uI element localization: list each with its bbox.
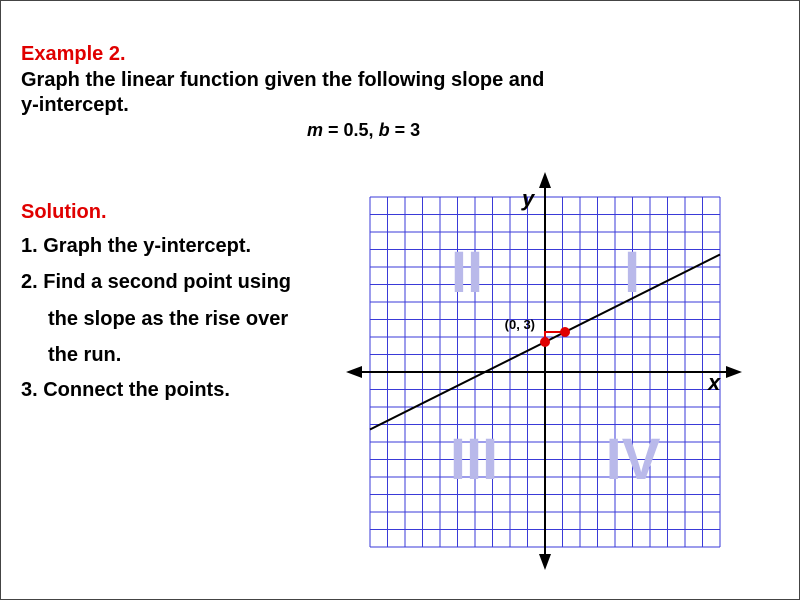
y-intercept-point: [540, 337, 550, 347]
slope-value: = 0.5,: [323, 120, 379, 140]
y-axis-bottom-arrow: [539, 554, 551, 570]
x-axis-left-arrow: [346, 366, 362, 378]
step-1: 1. Graph the y-intercept.: [21, 235, 252, 257]
quadrant-label-i: I: [623, 240, 641, 305]
y-axis-label: y: [522, 186, 535, 211]
y-axis-top-arrow: [539, 172, 551, 188]
x-axis-label: x: [708, 370, 721, 395]
step-2-line-2: the slope as the rise over: [48, 308, 289, 330]
example-title: Example 2.: [21, 43, 126, 65]
solution-title: Solution.: [21, 201, 107, 223]
quadrant-label-iv: IV: [605, 427, 661, 492]
x-axis-right-arrow: [726, 366, 742, 378]
quadrant-label-ii: II: [450, 240, 484, 305]
second-point: [560, 327, 570, 337]
slope-symbol: m: [307, 120, 324, 140]
problem-statement-line-1: Graph the linear function given the following slope and: [21, 69, 545, 91]
quadrant-label-iii: III: [449, 427, 499, 492]
problem-statement-line-2: y-intercept.: [21, 94, 129, 116]
y-intercept-label: (0, 3): [504, 317, 535, 332]
step-2-line-1: 2. Find a second point using: [21, 271, 292, 293]
step-3: 3. Connect the points.: [21, 379, 230, 401]
intercept-value: = 3: [389, 120, 421, 140]
step-2-line-3: the run.: [48, 344, 122, 366]
quadrant-labels: [450, 240, 661, 492]
intercept-symbol: b: [378, 120, 390, 140]
